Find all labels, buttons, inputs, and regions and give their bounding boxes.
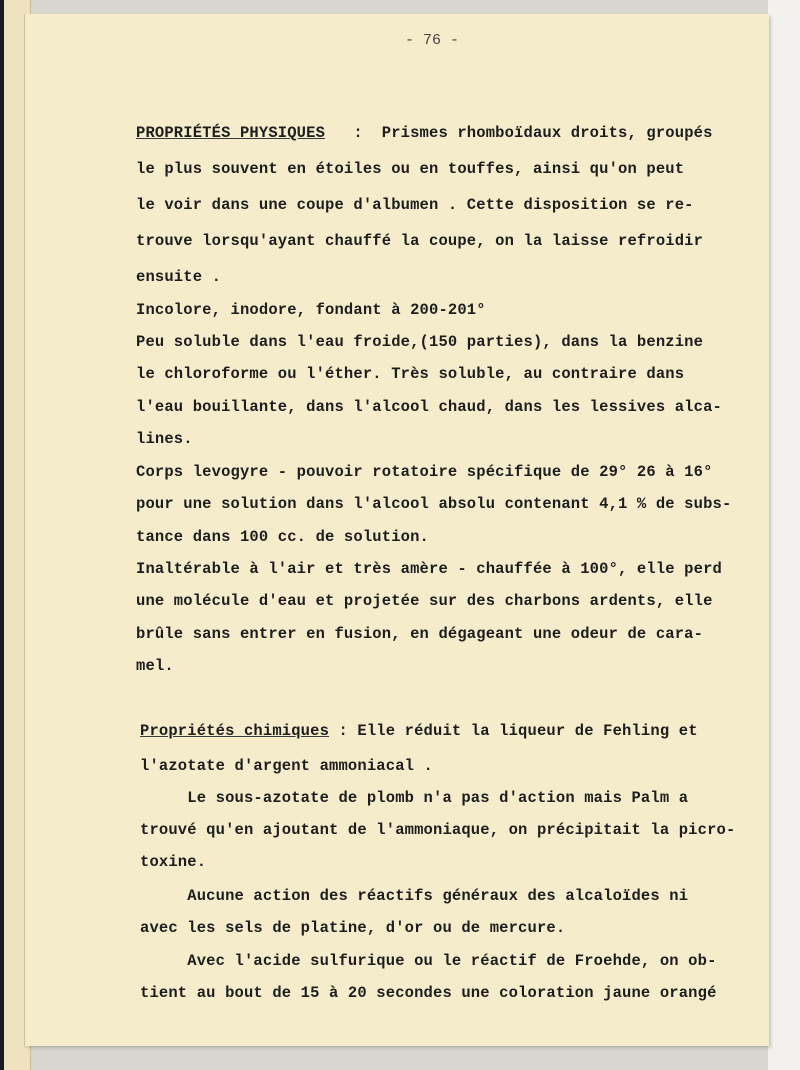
physical-line-11: pour une solution dans l'alcool absolu contenant 4,1 % de subs- xyxy=(136,495,732,513)
chemical-line-6: avec les sels de platine, d'or ou de mercure. xyxy=(140,919,566,937)
physical-line-3: trouve lorsqu'ayant chauffé la coupe, on la laisse refroidir xyxy=(136,232,704,250)
chemical-line-4: toxine. xyxy=(140,853,207,871)
physical-properties-first-line xyxy=(136,124,713,142)
physical-line-5: Incolore, inodore, fondant à 200-201° xyxy=(136,301,486,319)
physical-line-0: : Prismes rhomboïdaux droits, groupés xyxy=(325,124,713,142)
chemical-line-1: l'azotate d'argent ammoniacal . xyxy=(140,757,433,775)
page-number: - 76 - xyxy=(405,32,460,49)
physical-line-8: l'eau bouillante, dans l'alcool chaud, dans les lessives alca- xyxy=(136,398,722,416)
document-page xyxy=(24,14,769,1046)
physical-line-4: ensuite . xyxy=(136,268,222,286)
physical-line-6: Peu soluble dans l'eau froide,(150 parties), dans la benzine xyxy=(136,333,704,351)
physical-line-12: tance dans 100 cc. de solution. xyxy=(136,528,429,546)
physical-properties-heading: PROPRIÉTÉS PHYSIQUES xyxy=(136,124,326,142)
chemical-line-3: trouvé qu'en ajoutant de l'ammoniaque, on précipitait la picro- xyxy=(140,821,736,839)
chemical-line-5: Aucune action des réactifs généraux des alcaloïdes ni xyxy=(140,887,689,905)
physical-line-15: brûle sans entrer en fusion, en dégageant une odeur de cara- xyxy=(136,625,704,643)
physical-line-2: le voir dans une coupe d'albumen . Cette disposition se re- xyxy=(136,196,694,214)
physical-line-14: une molécule d'eau et projetée sur des charbons ardents, elle xyxy=(136,592,713,610)
physical-line-9: lines. xyxy=(136,430,193,448)
physical-line-7: le chloroforme ou l'éther. Très soluble, au contraire dans xyxy=(136,365,685,383)
chemical-line-8: tient au bout de 15 à 20 secondes une coloration jaune orangé xyxy=(140,984,717,1002)
physical-line-16: mel. xyxy=(136,657,174,675)
chemical-line-7: Avec l'acide sulfurique ou le réactif de Froehde, on ob- xyxy=(140,952,717,970)
physical-line-13: Inaltérable à l'air et très amère - chauffée à 100°, elle perd xyxy=(136,560,722,578)
physical-line-10: Corps levogyre - pouvoir rotatoire spécifique de 29° 26 à 16° xyxy=(136,463,713,481)
physical-line-1: le plus souvent en étoiles ou en touffes, ainsi qu'on peut xyxy=(136,160,685,178)
chemical-properties-heading: Propriétés chimiques xyxy=(140,722,330,740)
scan-background xyxy=(768,0,800,1070)
chemical-properties-first-line xyxy=(140,722,698,740)
chemical-line-0: : Elle réduit la liqueur de Fehling et xyxy=(329,722,698,740)
chemical-line-2: Le sous-azotate de plomb n'a pas d'action mais Palm a xyxy=(140,789,689,807)
